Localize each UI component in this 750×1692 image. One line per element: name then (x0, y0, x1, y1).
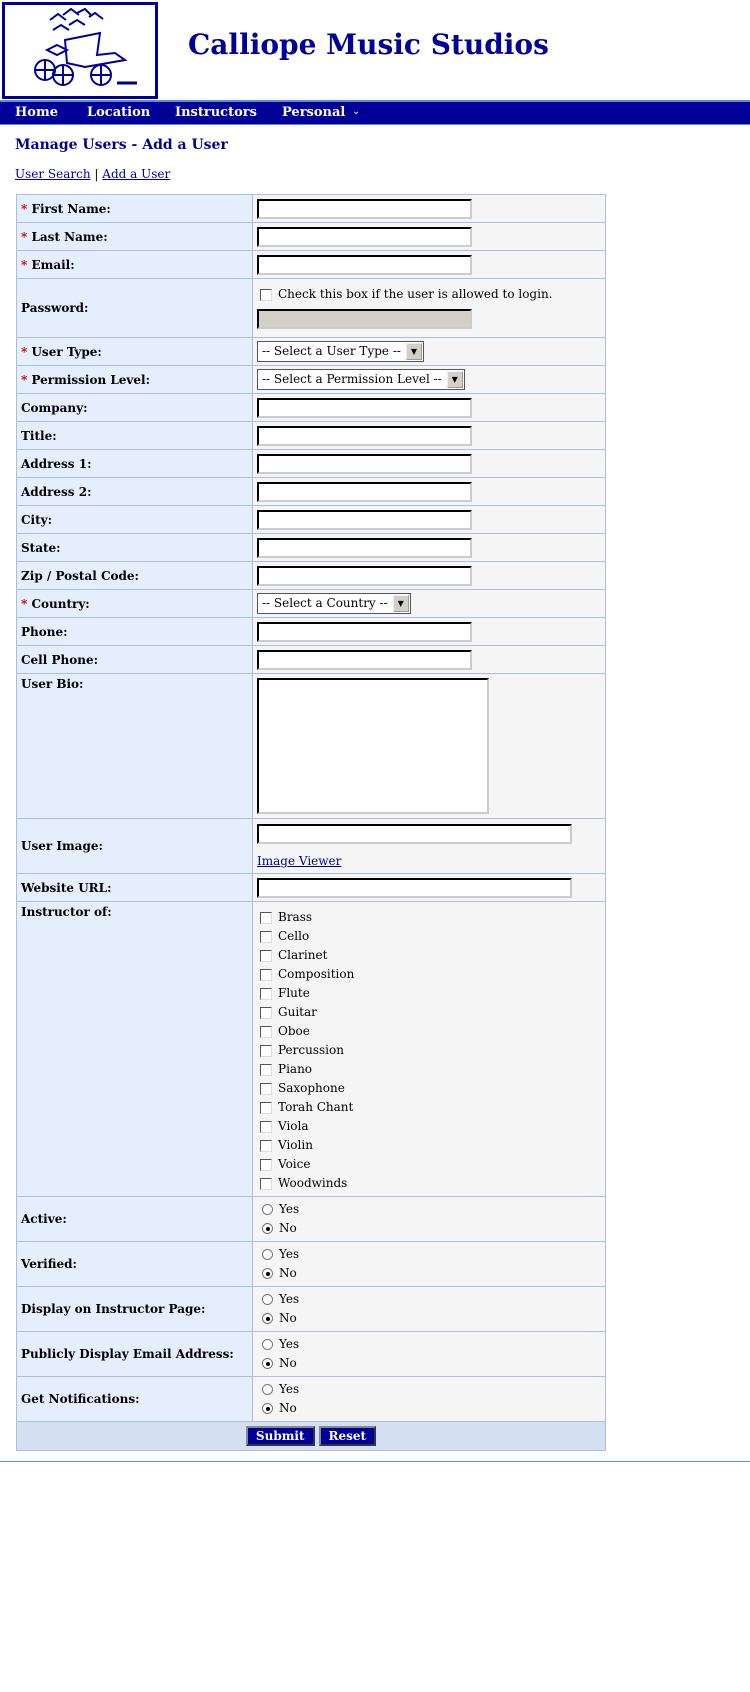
address1-label: Address 1: (21, 456, 92, 471)
reset-button[interactable]: Reset (319, 1426, 377, 1446)
last-name-label: Last Name: (31, 229, 108, 244)
instrument-checkbox-brass[interactable] (260, 912, 272, 924)
dropdown-arrow-icon[interactable]: ▼ (447, 371, 463, 388)
required-marker: * (21, 257, 28, 272)
image-viewer-link[interactable]: Image Viewer (257, 854, 342, 868)
instrument-checkbox-piano[interactable] (260, 1064, 272, 1076)
footer-divider (0, 1461, 750, 1462)
site-header (0, 0, 750, 100)
address2-input[interactable] (257, 482, 472, 502)
user-search-link[interactable]: User Search (15, 167, 91, 181)
user-bio-textarea[interactable] (257, 678, 489, 814)
permission-level-label: Permission Level: (31, 372, 151, 387)
public-email-label: Publicly Display Email Address: (21, 1347, 234, 1361)
dropdown-arrow-icon[interactable]: ▼ (406, 343, 422, 360)
instrument-checkbox-guitar[interactable] (260, 1007, 272, 1019)
instrument-checkbox-torah-chant[interactable] (260, 1102, 272, 1114)
city-label: City: (21, 512, 53, 527)
phone-input[interactable] (257, 622, 472, 642)
user-bio-label: User Bio: (21, 677, 84, 691)
website-url-input[interactable] (257, 878, 572, 898)
radio-label: Yes (279, 1247, 300, 1261)
radio-label: Yes (279, 1382, 300, 1396)
chevron-down-icon[interactable]: ⌄ (352, 106, 361, 117)
instrument-checkbox-viola[interactable] (260, 1121, 272, 1133)
radio-label: Yes (279, 1292, 300, 1306)
instrument-label: Voice (278, 1157, 311, 1171)
dropdown-arrow-icon[interactable]: ▼ (393, 595, 409, 612)
password-label: Password: (21, 301, 89, 315)
company-input[interactable] (257, 398, 472, 418)
instrument-label: Piano (278, 1062, 313, 1076)
zip-label: Zip / Postal Code: (21, 568, 139, 583)
required-marker: * (21, 372, 28, 387)
user-type-label: User Type: (31, 344, 102, 359)
instrument-checkbox-voice[interactable] (260, 1159, 272, 1171)
login-allowed-label: Check this box if the user is allowed to login. (278, 287, 553, 301)
user-type-select[interactable] (257, 341, 424, 362)
active-label: Active: (21, 1212, 67, 1226)
notifications-label: Get Notifications: (21, 1392, 140, 1406)
website-url-label: Website URL: (21, 880, 112, 895)
instructor-of-label: Instructor of: (21, 905, 112, 919)
address2-label: Address 2: (21, 484, 92, 499)
calliope-wagon-icon (5, 5, 155, 96)
add-user-link[interactable]: Add a User (102, 167, 171, 181)
instrument-label: Viola (278, 1119, 309, 1133)
radio-label: No (279, 1266, 297, 1280)
instrument-label: Torah Chant (278, 1100, 354, 1114)
state-input[interactable] (257, 538, 472, 558)
public-email-no-radio[interactable] (262, 1358, 273, 1369)
breadcrumb-separator: | (94, 167, 99, 181)
instrument-label: Clarinet (278, 948, 328, 962)
verified-no-radio[interactable] (262, 1268, 273, 1279)
radio-label: Yes (279, 1202, 300, 1216)
state-label: State: (21, 540, 61, 555)
instrument-checkbox-percussion[interactable] (260, 1045, 272, 1057)
display-instructor-yes-radio[interactable] (262, 1294, 273, 1305)
instrument-label: Flute (278, 986, 310, 1000)
instrument-checkbox-composition[interactable] (260, 969, 272, 981)
radio-label: No (279, 1401, 297, 1415)
public-email-yes-radio[interactable] (262, 1339, 273, 1350)
city-input[interactable] (257, 510, 472, 530)
radio-label: Yes (279, 1337, 300, 1351)
instrument-label: Oboe (278, 1024, 310, 1038)
title-label: Title: (21, 428, 57, 443)
nav-home[interactable]: Home (15, 105, 58, 120)
instrument-label: Percussion (278, 1043, 344, 1057)
notifications-yes-radio[interactable] (262, 1384, 273, 1395)
instrument-checkbox-clarinet[interactable] (260, 950, 272, 962)
nav-instructors[interactable]: Instructors (175, 105, 257, 120)
required-marker: * (21, 344, 28, 359)
required-marker: * (21, 229, 28, 244)
user-image-input[interactable] (257, 824, 572, 844)
submit-button[interactable]: Submit (246, 1426, 315, 1446)
instrument-label: Guitar (278, 1005, 317, 1019)
phone-label: Phone: (21, 624, 68, 639)
instrument-label: Cello (278, 929, 310, 943)
instrument-checkbox-flute[interactable] (260, 988, 272, 1000)
last-name-input[interactable] (257, 227, 472, 247)
instrument-checkbox-violin[interactable] (260, 1140, 272, 1152)
country-label: Country: (31, 596, 90, 611)
instrument-checkbox-cello[interactable] (260, 931, 272, 943)
instrument-label: Brass (278, 910, 313, 924)
permission-level-select[interactable] (257, 369, 465, 390)
user-type-selected: -- Select a User Type -- (262, 344, 401, 358)
first-name-label: First Name: (31, 201, 111, 216)
user-image-label: User Image: (21, 839, 103, 853)
add-user-form (16, 194, 606, 1451)
nav-location[interactable]: Location (87, 105, 151, 120)
display-instructor-label: Display on Instructor Page: (21, 1302, 206, 1316)
page-title: Manage Users - Add a User (15, 137, 228, 153)
instrument-checkbox-oboe[interactable] (260, 1026, 272, 1038)
active-no-radio[interactable] (262, 1223, 273, 1234)
country-select[interactable] (257, 593, 411, 614)
instrument-checkbox-woodwinds[interactable] (260, 1178, 272, 1190)
display-instructor-no-radio[interactable] (262, 1313, 273, 1324)
cell-phone-input[interactable] (257, 650, 472, 670)
instrument-label: Composition (278, 967, 355, 981)
calliope-logo[interactable] (2, 2, 158, 99)
zip-input[interactable] (257, 566, 472, 586)
nav-personal[interactable]: Personal (282, 105, 346, 120)
address1-input[interactable] (257, 454, 472, 474)
password-input[interactable] (257, 309, 472, 329)
company-label: Company: (21, 400, 88, 415)
required-marker: * (21, 596, 28, 611)
login-allowed-checkbox[interactable] (260, 289, 272, 301)
instrument-label: Woodwinds (278, 1176, 348, 1190)
cell-phone-label: Cell Phone: (21, 652, 99, 667)
site-title: Calliope Music Studios (188, 28, 549, 61)
title-input[interactable] (257, 426, 472, 446)
instrument-checkbox-saxophone[interactable] (260, 1083, 272, 1095)
verified-yes-radio[interactable] (262, 1249, 273, 1260)
country-selected: -- Select a Country -- (262, 596, 388, 610)
instrument-label: Saxophone (278, 1081, 345, 1095)
radio-label: No (279, 1221, 297, 1235)
required-marker: * (21, 201, 28, 216)
breadcrumb (15, 167, 170, 181)
email-label: Email: (31, 257, 75, 272)
first-name-input[interactable] (257, 199, 472, 219)
instrument-label: Violin (278, 1138, 313, 1152)
notifications-no-radio[interactable] (262, 1403, 273, 1414)
radio-label: No (279, 1311, 297, 1325)
main-nav (0, 100, 750, 125)
email-input[interactable] (257, 255, 472, 275)
radio-label: No (279, 1356, 297, 1370)
verified-label: Verified: (21, 1257, 77, 1271)
permission-level-selected: -- Select a Permission Level -- (262, 372, 442, 386)
active-yes-radio[interactable] (262, 1204, 273, 1215)
